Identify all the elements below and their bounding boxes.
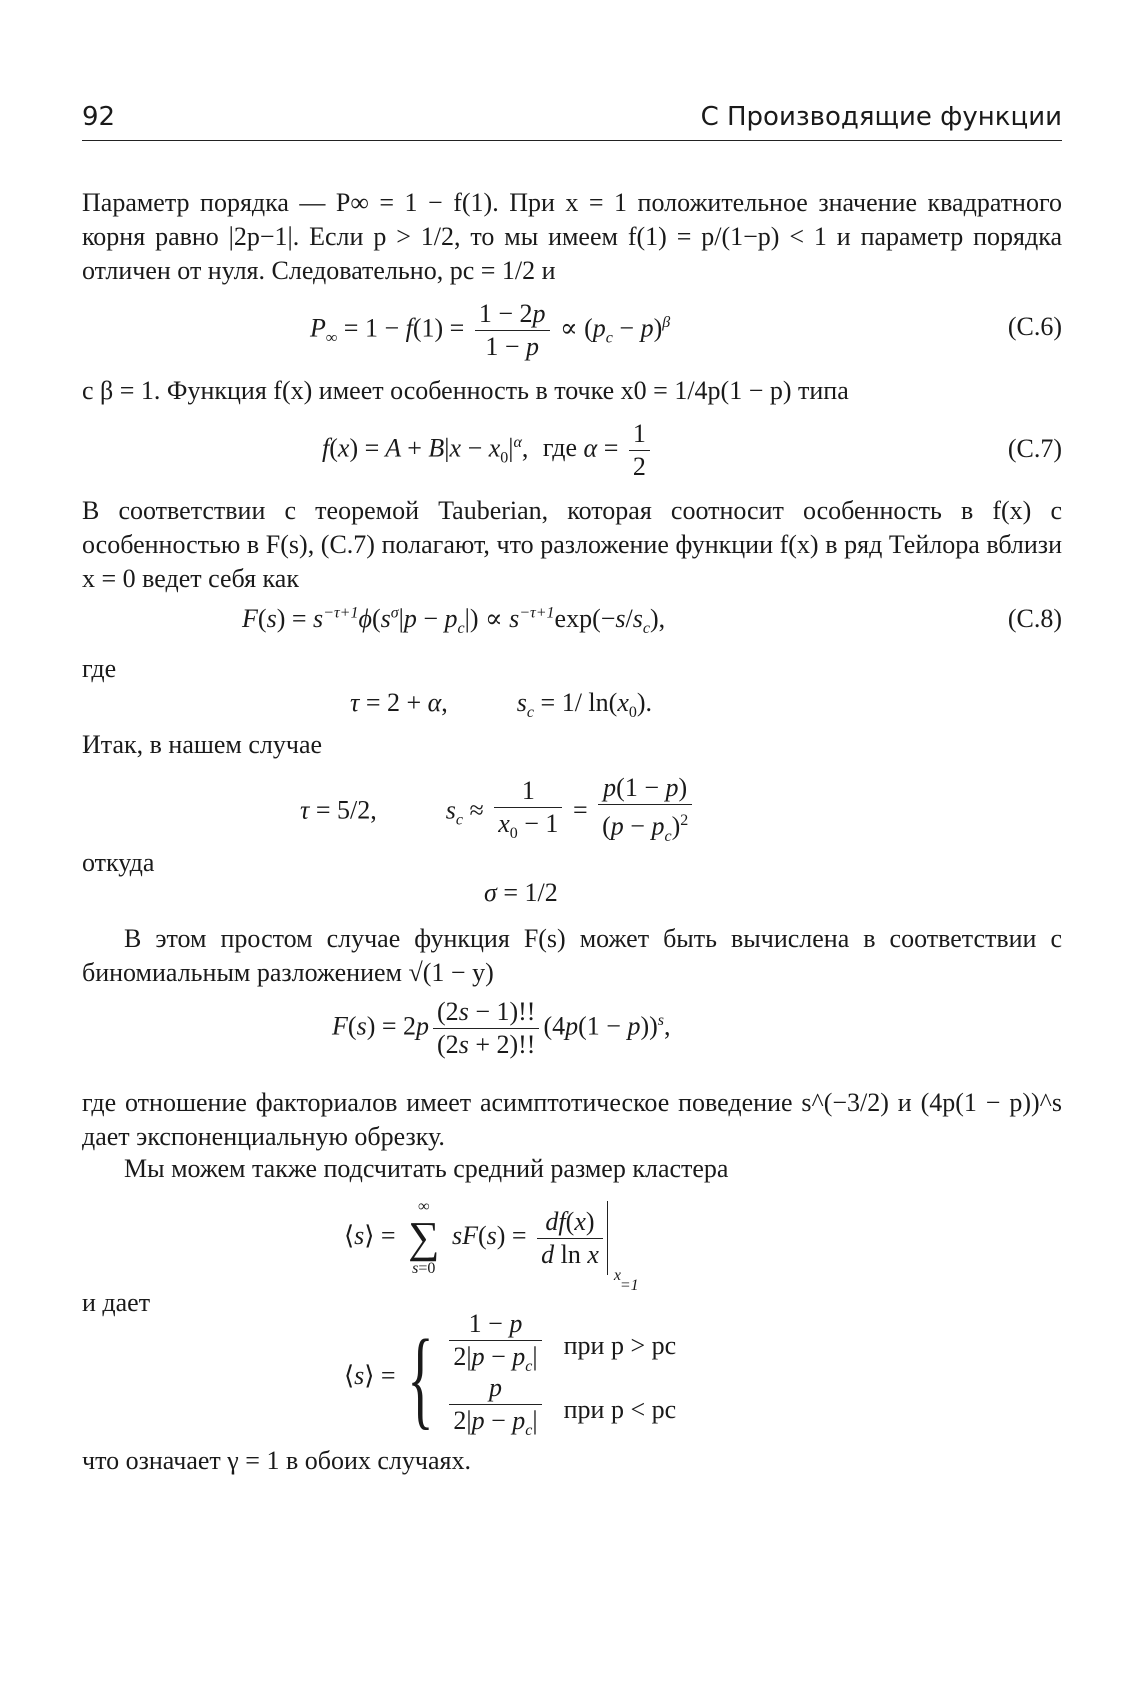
paragraph-tauberian: В соответствии с теоремой Tauberian, которая соотносит особенность в f(x) с особенностью в F(s), (С.7) полагают, что разложение функции f(x) в ряд Тейлора вблизи x = 0 ведет себя как (82, 496, 1062, 593)
case-condition-above: при p > pc (563, 1331, 677, 1360)
paragraph-where: где (82, 654, 117, 683)
paragraph-our-case: Итак, в нашем случае (82, 730, 323, 759)
equation-tau-sc: τ = 2 + α, $s_c = 1/$ $\ln(x_0)$. (350, 688, 653, 722)
equation-tag-c6: (С.6) (1007, 312, 1062, 341)
equation-fs-binomial: F(s) = 2p $\frac{(2s - 1)!!}{(2s + 2)!!}$ $(4p(1 - p))^s$, (332, 997, 671, 1059)
equation-tag-c7: (С.7) (1007, 434, 1062, 463)
paragraph-order-parameter: Параметр порядка — P∞ = 1 − f(1). При x = 1 положительное значение квадратного корня равно |2p−1|. Если p > 1/2, то мы имеем f(1) = p/(1−p) < 1 и параметр порядка отличен от нуля. Следовательно, pc = 1/2 и (82, 188, 1062, 285)
equation-c6: $P_\infty = 1 - f(1)$ = $\frac{1 - 2p}{1 - p}$ ∝ $(p_c - p)^\beta$ (С.6) (310, 299, 1062, 361)
equation-mean-size-cases: ⟨s⟩ = { $\frac{1 - p}{2|p - p_c|}$ при p > pc $\frac{p}{2|p - p_c|}$ при p < pc (344, 1309, 677, 1440)
equation-mean-size: ⟨s⟩ = ∞ ∑ s=0 sF(s) = $\frac{df(x)}{\text{d ln x}}$ x =1 (82, 1196, 1062, 1286)
equation-c7: $f(x) = A + B|x - x_0|^\alpha$, где α = $\frac{1}{2}$ (С.7) (322, 419, 1062, 481)
paragraph-cluster-size: Мы можем также подсчитать средний размер кластера (124, 1154, 729, 1183)
paragraph-whence: откуда (82, 848, 155, 877)
where-word: где (542, 433, 578, 463)
equation-tag-c8: (С.8) (1007, 604, 1062, 633)
section-title: С Производящие функции (700, 102, 1062, 132)
equation-tau-value: τ = 5/2, $s_c$ ≈ $\frac{1}{x_0 - 1}$ = $\frac{p(1 - p)}{(p - p_c)^2}$ (82, 772, 1062, 842)
equation-sigma: σ = 1/2 (484, 878, 558, 907)
case-condition-below: при p < pc (563, 1395, 677, 1424)
paragraph-gives: и дает (82, 1288, 151, 1317)
equation-c8: $F(s) = s^{-\tau+1}\phi(s^\sigma|p - p_c|) \propto s^{-\tau+1}\exp(-s/s_c)$, (С.8) (242, 604, 1062, 638)
page-number: 92 (82, 102, 116, 132)
paragraph-binomial: В этом простом случае функция F(s) может быть вычислена в соответствии с биномиальным разложением √(1 − y) (82, 924, 1062, 987)
page-header (82, 100, 1062, 141)
paragraph-factorials: где отношение факториалов имеет асимптотическое поведение s^(−3/2) и (4p(1 − p))^s дает экспоненциальную обрезку. (82, 1088, 1062, 1151)
paragraph-singularity: с β = 1. Функция f(x) имеет особенность в точке x0 = 1/4p(1 − p) типа (82, 376, 849, 405)
paragraph-gamma: что означает γ = 1 в обоих случаях. (82, 1446, 471, 1475)
